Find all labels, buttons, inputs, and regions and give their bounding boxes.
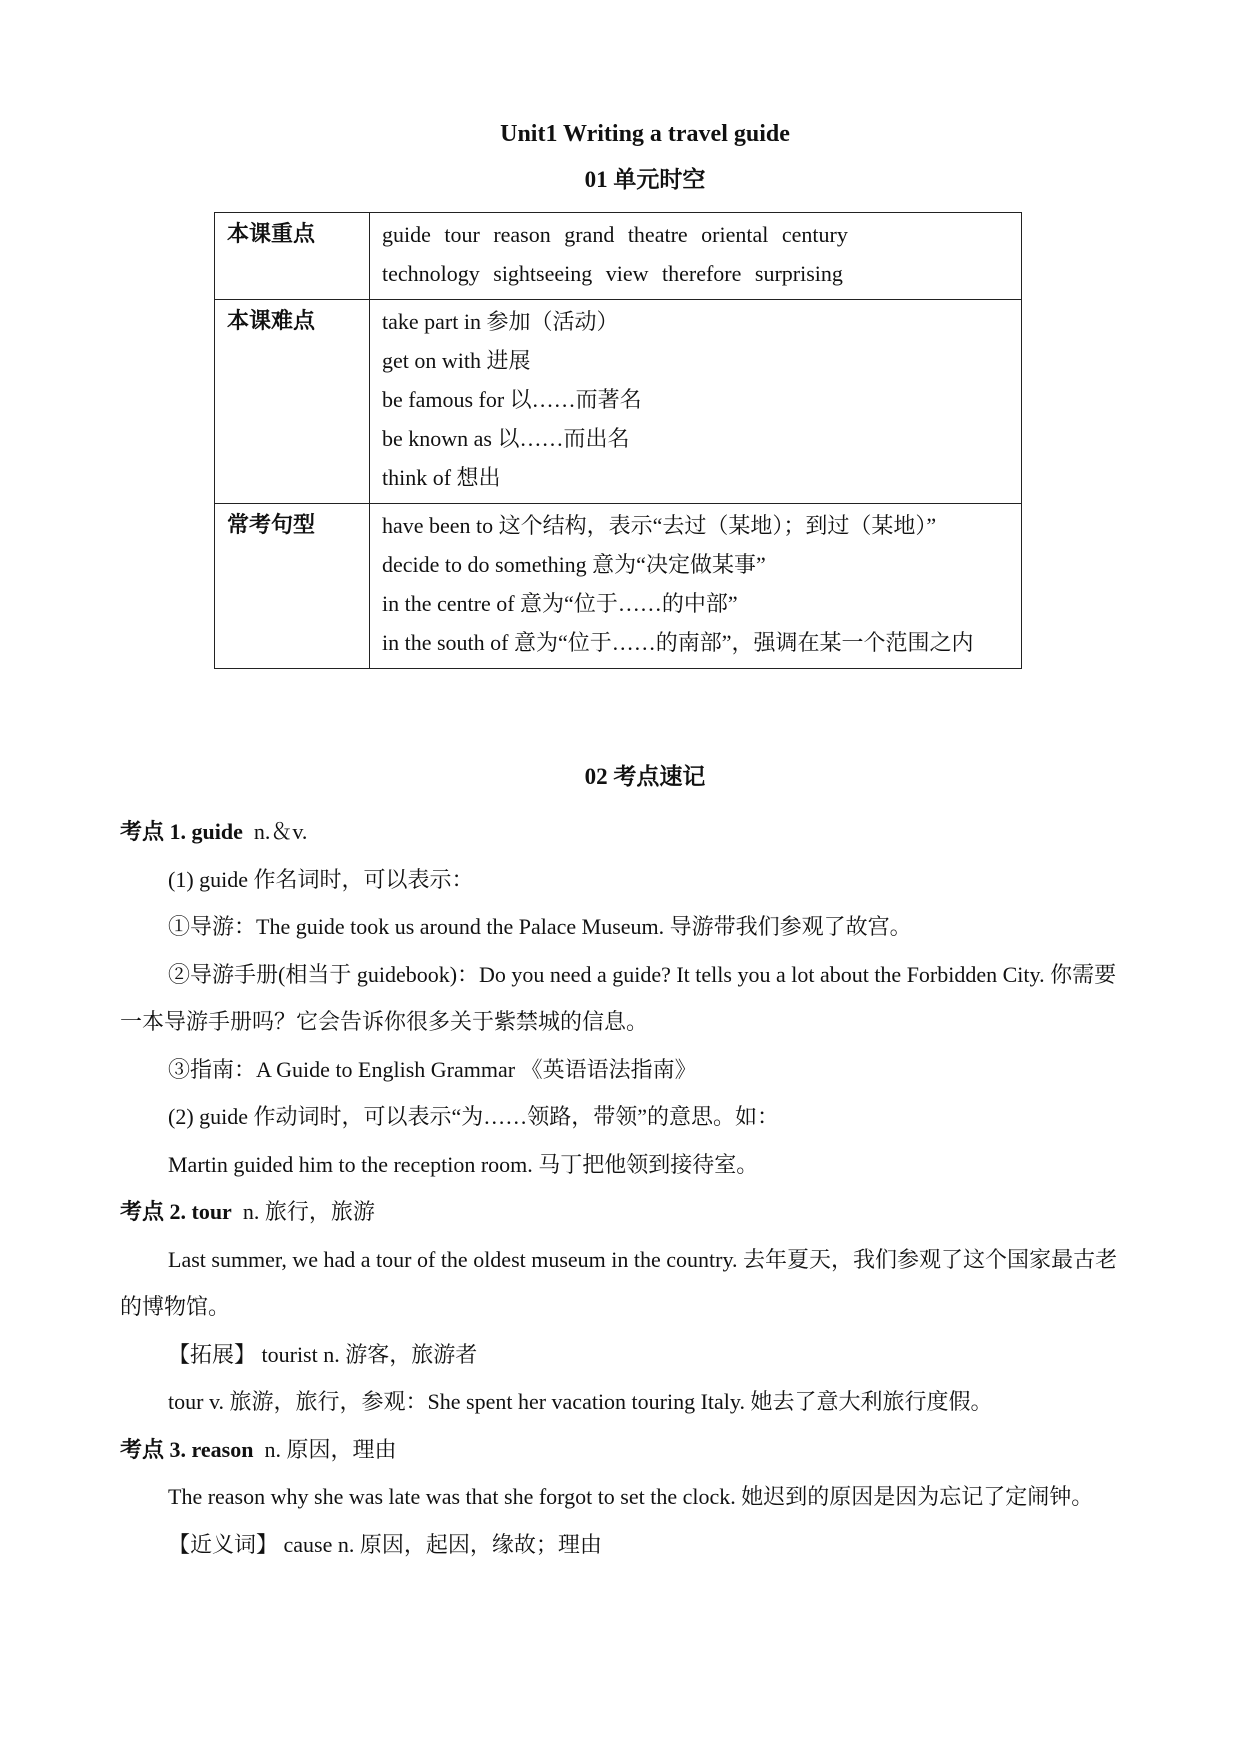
- point-text: 【近义词】 cause n. 原因，起因，缘故；理由: [168, 1531, 602, 1557]
- key-notes-body: [120, 808, 1120, 1568]
- vocab-line: technology sightseeing view therefore surprising: [382, 261, 843, 286]
- point-text: 【拓展】 tourist n. 游客，旅游者: [168, 1341, 478, 1367]
- point-text: tour v. 旅游，旅行，参观：She spent her vacation touring Italy. 她去了意大利旅行度假。: [168, 1389, 993, 1414]
- section-heading-unit-overview: 01 单元时空: [584, 167, 706, 192]
- row-body-key-points: [370, 213, 1022, 300]
- pattern-line: have been to 这个结构，表示“去过（某地）；到过（某地）”: [382, 513, 937, 538]
- vocab-line: guide tour reason grand theatre oriental century: [382, 222, 848, 247]
- point-heading: [120, 1426, 1120, 1474]
- point-text: Last summer, we had a tour of the oldest museum in the country. 去年夏天，我们参观了这个国家最古老的博物馆。: [120, 1246, 1118, 1319]
- point-text: ②导游手册(相当于 guidebook)：Do you need a guide? It tells you a lot about the Forbidden City. 你需要一本导游手册吗？它会告诉你很多关于紫禁城的信息。: [120, 961, 1117, 1034]
- point-pos: n.＆v.: [253, 819, 308, 844]
- row-body-difficult-points: [370, 300, 1022, 504]
- pattern-line: decide to do something 意为“决定做某事”: [382, 552, 766, 577]
- phrase-line: be known as 以……而出名: [382, 426, 630, 451]
- point-label: 考点 3. reason: [120, 1436, 254, 1462]
- phrase-line: think of 想出: [382, 465, 501, 490]
- point-heading: [120, 1188, 1120, 1236]
- table-row-common-patterns: [215, 504, 1022, 669]
- point-pos: n. 旅行，旅游: [242, 1199, 375, 1224]
- row-header-key-points: 本课重点: [215, 213, 370, 300]
- table-row-key-points: [215, 213, 1022, 300]
- phrase-line: get on with 进展: [382, 348, 531, 373]
- point-text: (1) guide 作名词时，可以表示：: [168, 866, 474, 892]
- point-text: Martin guided him to the reception room. 马丁把他领到接待室。: [168, 1151, 759, 1177]
- point-text: The reason why she was late was that she forgot to set the clock. 她迟到的原因是因为忘记了定闹钟。: [168, 1484, 1094, 1509]
- page-title: Unit1 Writing a travel guide: [500, 121, 790, 147]
- point-label: 考点 1. guide: [120, 819, 243, 844]
- point-pos: n. 原因，理由: [264, 1436, 397, 1462]
- phrase-line: take part in 参加（活动）: [382, 309, 619, 334]
- section-heading-key-notes: 02 考点速记: [584, 764, 706, 789]
- row-header-common-patterns: 常考句型: [215, 504, 370, 669]
- pattern-line: in the south of 意为“位于……的南部”，强调在某一个范围之内: [382, 630, 974, 655]
- point-label: 考点 2. tour: [120, 1199, 232, 1224]
- row-header-difficult-points: 本课难点: [215, 300, 370, 504]
- point-text: ①导游：The guide took us around the Palace Museum. 导游带我们参观了故宫。: [168, 914, 912, 939]
- table-row-difficult-points: [215, 300, 1022, 504]
- row-body-common-patterns: [370, 504, 1022, 669]
- summary-table: [214, 212, 1022, 669]
- point-text: ③指南：A Guide to English Grammar 《英语语法指南》: [168, 1056, 697, 1082]
- phrase-line: be famous for 以……而著名: [382, 387, 642, 412]
- pattern-line: in the centre of 意为“位于……的中部”: [382, 591, 738, 616]
- point-text: (2) guide 作动词时，可以表示“为……领路，带领”的意思。如：: [168, 1104, 780, 1129]
- point-heading: [120, 808, 1120, 856]
